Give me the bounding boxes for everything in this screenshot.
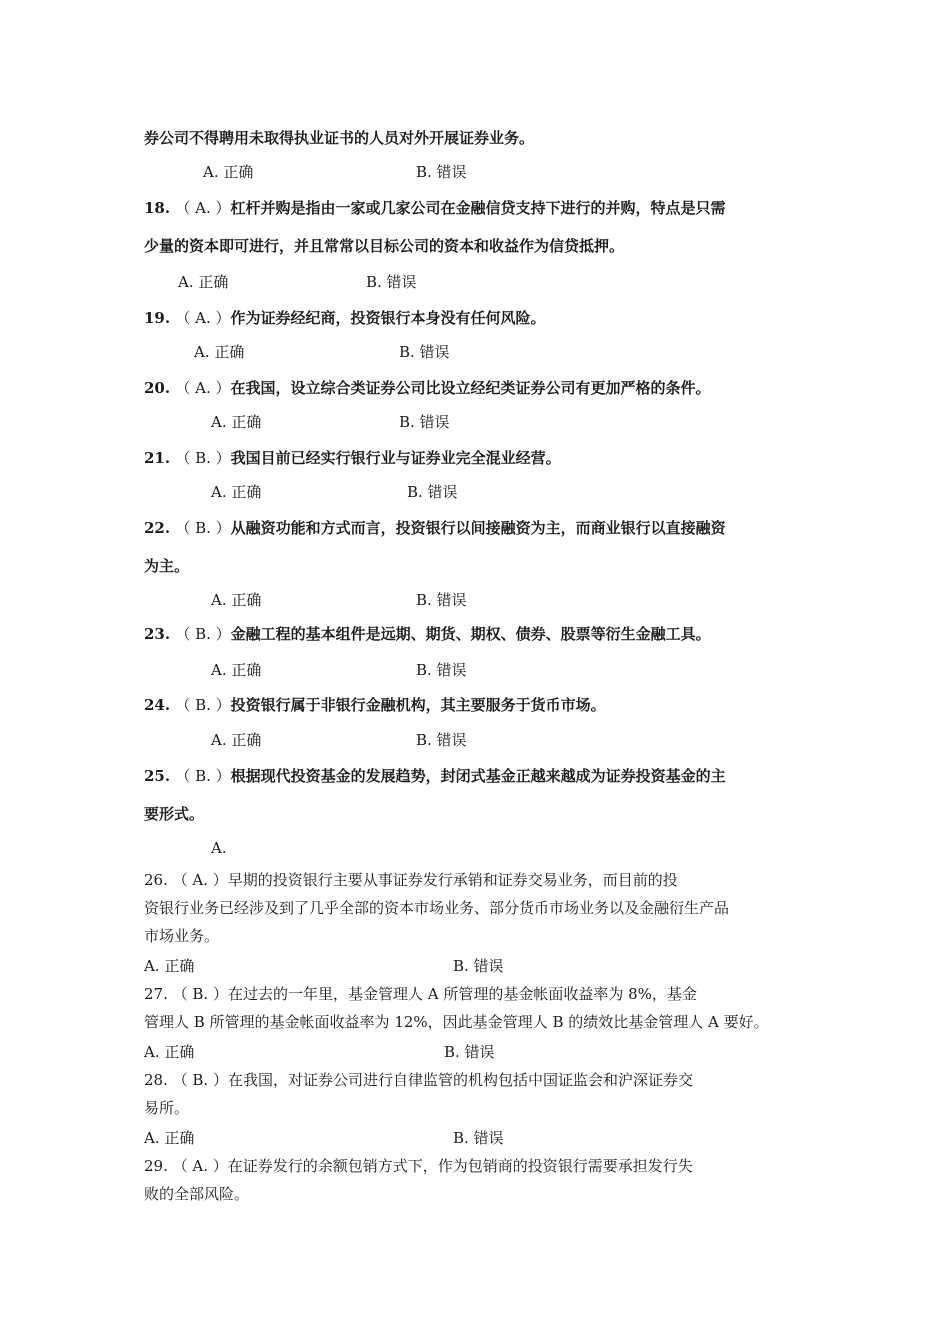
option-b: B. 错误 — [366, 273, 417, 291]
question-20 — [144, 378, 711, 398]
question-text: 在证券发行的余额包销方式下，作为包销商的投资银行需要承担发行失 — [227, 1157, 693, 1175]
question-number: 29. — [144, 1157, 168, 1175]
answer-paren: （ A. ） — [175, 199, 231, 217]
answer-paren: （ B. ） — [175, 519, 231, 537]
text-line: 易所。 — [144, 1099, 190, 1117]
answer-paren: （ B. ） — [175, 767, 231, 785]
question-text: 投资银行属于非银行金融机构，其主要服务于货币市场。 — [230, 696, 606, 714]
question-28 — [144, 1070, 693, 1090]
question-text: 从融资功能和方式而言，投资银行以间接融资为主，而商业银行以直接融资 — [230, 519, 726, 537]
answer-paren: （ B. ） — [175, 449, 231, 467]
question-21 — [144, 448, 561, 468]
question-text: 在我国，对证券公司进行自律监管的机构包括中国证监会和沪深证券交 — [227, 1071, 693, 1089]
question-text: 在我国，设立综合类证券公司比设立经纪类证券公司有更加严格的条件。 — [230, 379, 711, 397]
question-text: 作为证券经纪商，投资银行本身没有任何风险。 — [230, 309, 546, 327]
answer-paren: （ B. ） — [175, 696, 231, 714]
option-b: B. 错误 — [444, 1043, 495, 1061]
option-a: A. 正确 — [211, 413, 262, 431]
text-line: 败的全部风险。 — [144, 1185, 250, 1203]
question-text: 早期的投资银行主要从事证券发行承销和证券交易业务，而目前的投 — [227, 871, 678, 889]
option-a: A. 正确 — [178, 273, 229, 291]
question-text: 金融工程的基本组件是远期、期货、期权、债券、股票等衍生金融工具。 — [230, 625, 711, 643]
option-a: A. 正确 — [211, 731, 262, 749]
question-number: 19. — [144, 309, 171, 327]
text-line: 券公司不得聘用未取得执业证书的人员对外开展证券业务。 — [144, 129, 535, 147]
answer-paren: （ A. ） — [175, 309, 231, 327]
question-number: 25. — [144, 767, 171, 785]
option-a: A. 正确 — [211, 483, 262, 501]
answer-paren: （ B. ） — [172, 1071, 228, 1089]
question-number: 27. — [144, 985, 168, 1003]
question-24 — [144, 695, 606, 715]
question-text: 杠杆并购是指由一家或几家公司在金融信贷支持下进行的并购，特点是只需 — [230, 199, 726, 217]
option-b: B. 错误 — [416, 163, 467, 181]
question-27 — [144, 984, 697, 1004]
answer-paren: （ A. ） — [172, 871, 228, 889]
question-22 — [144, 518, 726, 538]
question-23 — [144, 624, 711, 644]
question-number: 24. — [144, 696, 171, 714]
question-18 — [144, 198, 726, 218]
option-b: B. 错误 — [416, 661, 467, 679]
answer-paren: （ A. ） — [172, 1157, 228, 1175]
option-b: B. 错误 — [453, 1129, 504, 1147]
answer-paren: （ B. ） — [172, 985, 228, 1003]
question-number: 23. — [144, 625, 171, 643]
option-a: A. 正确 — [211, 661, 262, 679]
question-number: 22. — [144, 519, 171, 537]
question-number: 28. — [144, 1071, 168, 1089]
question-text: 在过去的一年里，基金管理人 A 所管理的基金帐面收益率为 8%，基金 — [227, 985, 697, 1003]
option-a: A. 正确 — [203, 163, 254, 181]
answer-paren: （ B. ） — [175, 625, 231, 643]
option-b: B. 错误 — [416, 731, 467, 749]
text-line: 市场业务。 — [144, 927, 220, 945]
question-text: 我国目前已经实行银行业与证券业完全混业经营。 — [230, 449, 561, 467]
option-a: A. 正确 — [144, 1129, 195, 1147]
text-line: 要形式。 — [144, 805, 205, 823]
question-number: 18. — [144, 199, 171, 217]
text-line: 资银行业务已经涉及到了几乎全部的资本市场业务、部分货币市场业务以及金融衍生产品 — [144, 899, 730, 917]
question-19 — [144, 308, 546, 328]
question-25 — [144, 766, 726, 786]
question-text: 根据现代投资基金的发展趋势，封闭式基金正越来越成为证券投资基金的主 — [230, 767, 726, 785]
option-a: A. — [211, 839, 227, 857]
option-b: B. 错误 — [407, 483, 458, 501]
question-number: 26. — [144, 871, 168, 889]
option-a: A. 正确 — [144, 957, 195, 975]
text-line: 为主。 — [144, 557, 190, 575]
option-b: B. 错误 — [399, 343, 450, 361]
answer-paren: （ A. ） — [175, 379, 231, 397]
question-29 — [144, 1156, 693, 1176]
option-b: B. 错误 — [399, 413, 450, 431]
text-line: 少量的资本即可进行，并且常常以目标公司的资本和收益作为信贷抵押。 — [144, 237, 625, 255]
question-26 — [144, 870, 678, 890]
option-b: B. 错误 — [416, 591, 467, 609]
question-number: 20. — [144, 379, 171, 397]
text-line: 管理人 B 所管理的基金帐面收益率为 12%，因此基金管理人 B 的绩效比基金管理人 A 要好。 — [144, 1013, 769, 1031]
option-a: A. 正确 — [194, 343, 245, 361]
question-number: 21. — [144, 449, 171, 467]
option-a: A. 正确 — [144, 1043, 195, 1061]
option-a: A. 正确 — [211, 591, 262, 609]
option-b: B. 错误 — [453, 957, 504, 975]
